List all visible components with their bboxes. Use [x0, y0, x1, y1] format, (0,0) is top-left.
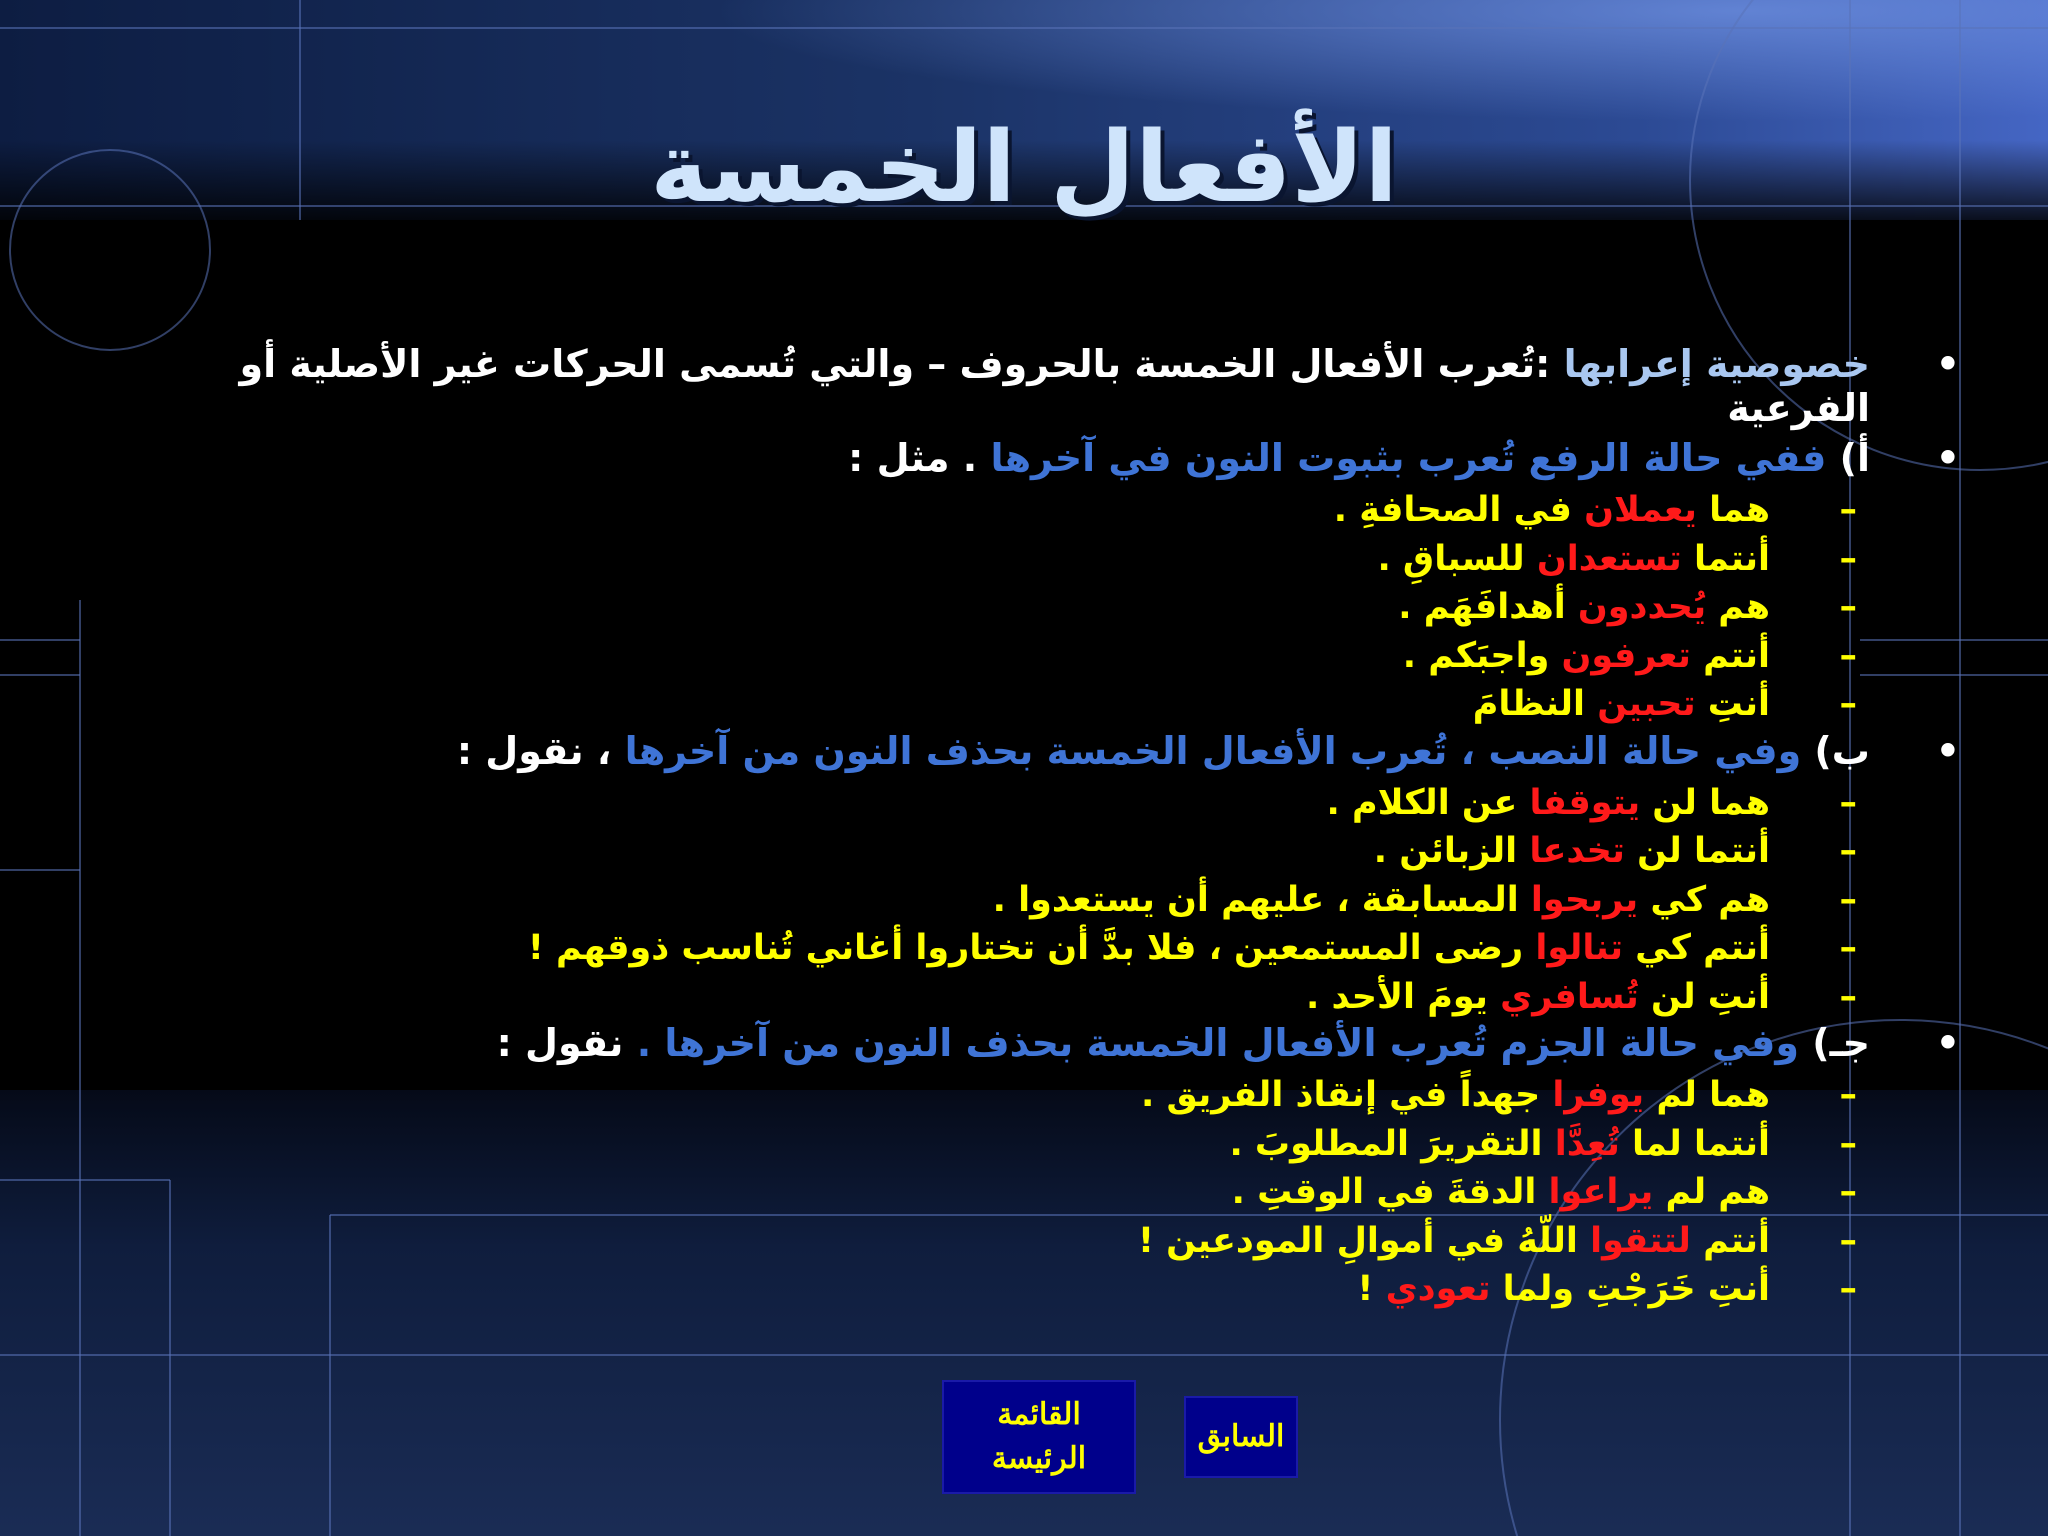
- example-item: [170, 1120, 1857, 1169]
- example-verb: تخدعا: [1529, 831, 1625, 871]
- dash-marker: –: [1839, 1220, 1857, 1261]
- dash-marker: –: [1839, 1075, 1857, 1115]
- dash-marker: –: [1839, 879, 1857, 920]
- example-item: [170, 973, 1857, 1022]
- dash-marker: –: [1839, 538, 1857, 579]
- example-before: أنتما لما: [1619, 1123, 1770, 1164]
- example-after: رضى المستمعين ، فلا بدَّ أن تختاروا أغاني تُناسب ذوقهم !: [527, 928, 1536, 968]
- section-prefix: جـ): [1799, 1021, 1870, 1065]
- example-item: [170, 1071, 1857, 1120]
- main-menu-label: [992, 1393, 1086, 1481]
- example-before: أنتِ لن: [1638, 976, 1770, 1017]
- previous-button[interactable]: [1184, 1396, 1298, 1478]
- section-prefix: ب): [1801, 728, 1870, 773]
- section-suffix: ، نقول :: [456, 728, 625, 773]
- example-after: أهدافَهَم .: [1398, 587, 1578, 627]
- example-verb: تنالوا: [1535, 928, 1623, 968]
- section-prefix: أ): [1826, 436, 1870, 480]
- example-item: [170, 535, 1857, 584]
- example-item: [170, 876, 1857, 925]
- example-verb: تُعِدَّا: [1554, 1123, 1620, 1164]
- section-suffix: نقول :: [496, 1021, 637, 1065]
- dash-marker: –: [1839, 831, 1857, 871]
- dash-marker: –: [1839, 684, 1857, 724]
- example-before: هم: [1706, 587, 1770, 627]
- intro-bullet: [170, 342, 1960, 430]
- example-item: [170, 924, 1857, 973]
- dash-marker: –: [1839, 1123, 1857, 1164]
- slide-content: [170, 342, 1960, 1314]
- example-after: واجبَكم .: [1402, 635, 1562, 676]
- example-verb: تعودي: [1385, 1269, 1491, 1309]
- bullet-dot: •: [1935, 342, 1960, 386]
- dash-marker: –: [1839, 782, 1857, 823]
- example-before: هما: [1696, 490, 1770, 530]
- example-before: هما لم: [1644, 1075, 1770, 1115]
- example-before: أنتم: [1690, 635, 1770, 676]
- example-before: أنتِ: [1695, 684, 1770, 724]
- section-heading: ففي حالة الرفع تُعرب بثبوت النون في آخرها: [990, 436, 1827, 480]
- example-item: [170, 583, 1857, 632]
- example-after: المسابقة ، عليهم أن يستعدوا .: [992, 879, 1531, 920]
- example-after: يومَ الأحد .: [1306, 976, 1501, 1017]
- example-item: [170, 1217, 1857, 1266]
- bullet-dot: •: [1935, 1021, 1960, 1065]
- example-before: هما لن: [1640, 782, 1770, 823]
- intro-text: :تُعرب الأفعال الخمسة بالحروف – والتي تُسمى الحركات غير الأصلية أو الفرعية: [239, 342, 1870, 430]
- section-b-bullet: [170, 728, 1960, 773]
- main-menu-label-line2: الرئيسة: [991, 1442, 1087, 1475]
- example-before: أنتم كي: [1622, 928, 1770, 968]
- example-item: [170, 1265, 1857, 1314]
- example-verb: تحبين: [1597, 684, 1696, 724]
- example-verb: تُسافري: [1500, 976, 1639, 1017]
- dash-marker: –: [1839, 928, 1857, 968]
- dash-marker: –: [1839, 976, 1857, 1017]
- example-item: [170, 1168, 1857, 1217]
- example-after: الدقةَ في الوقتِ .: [1231, 1172, 1549, 1212]
- example-before: أنتما لن: [1624, 831, 1770, 871]
- example-before: أنتما: [1681, 538, 1770, 579]
- example-after: الزبائن .: [1373, 831, 1530, 871]
- example-after: جهداً في إنقاذ الفريق .: [1141, 1075, 1553, 1115]
- example-before: هم كي: [1638, 879, 1770, 920]
- example-verb: يتوقفا: [1529, 782, 1641, 823]
- section-suffix: . مثل :: [848, 436, 991, 480]
- intro-label: خصوصية إعرابها: [1563, 342, 1870, 386]
- example-verb: تعرفون: [1561, 635, 1691, 676]
- example-verb: لتتقوا: [1590, 1220, 1691, 1261]
- example-verb: يُحددون: [1577, 587, 1707, 627]
- example-before: أنتم: [1690, 1220, 1770, 1261]
- example-after: !: [1357, 1269, 1386, 1309]
- dash-marker: –: [1839, 635, 1857, 676]
- example-before: أنتِ خَرَجْتِ ولما: [1490, 1269, 1770, 1309]
- example-after: عن الكلام .: [1326, 782, 1530, 823]
- main-menu-label-line1: القائمة: [997, 1398, 1081, 1431]
- dash-marker: –: [1839, 1172, 1857, 1212]
- previous-label: السابق: [1197, 1420, 1285, 1453]
- bullet-dot: •: [1935, 728, 1960, 773]
- example-item: [170, 632, 1857, 681]
- example-after: في الصحافةِ .: [1333, 490, 1585, 530]
- example-item: [170, 680, 1857, 729]
- example-verb: يراعوا: [1548, 1172, 1654, 1212]
- section-c-bullet: [170, 1021, 1960, 1065]
- example-verb: يربحوا: [1530, 879, 1639, 920]
- example-verb: يعملان: [1584, 490, 1697, 530]
- example-after: للسباقِ .: [1377, 538, 1537, 579]
- dash-marker: –: [1839, 587, 1857, 627]
- bullet-dot: •: [1935, 436, 1960, 480]
- section-a-bullet: [170, 436, 1960, 480]
- example-item: [170, 827, 1857, 876]
- example-item: [170, 779, 1857, 828]
- example-after: التقريرَ المطلوبَ .: [1229, 1123, 1555, 1164]
- example-verb: يوفرا: [1552, 1075, 1645, 1115]
- section-heading: وفي حالة النصب ، تُعرب الأفعال الخمسة بحذف النون من آخرها: [624, 728, 1802, 773]
- example-after: النظامَ: [1472, 684, 1598, 724]
- example-item: [170, 486, 1857, 535]
- dash-marker: –: [1839, 1269, 1857, 1309]
- example-after: اللّهُ في أموالِ المودعين !: [1138, 1220, 1591, 1261]
- dash-marker: –: [1839, 490, 1857, 530]
- main-menu-button[interactable]: [942, 1380, 1136, 1494]
- slide-title: الأفعال الخمسة: [650, 111, 1398, 225]
- section-heading: وفي حالة الجزم تُعرب الأفعال الخمسة بحذف النون من آخرها .: [636, 1021, 1800, 1065]
- example-before: هم لم: [1653, 1172, 1770, 1212]
- example-verb: تستعدان: [1536, 538, 1682, 579]
